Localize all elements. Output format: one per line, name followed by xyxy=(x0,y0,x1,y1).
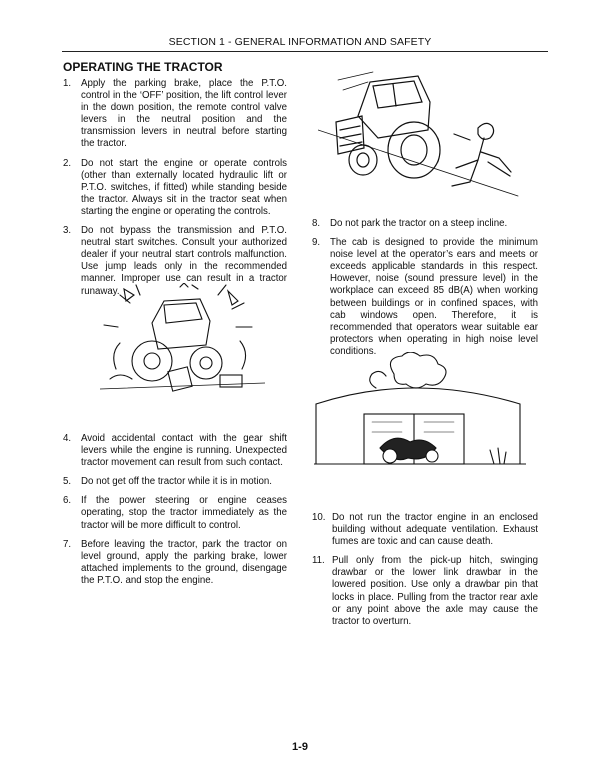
item-text: Do not get off the tractor while it is in motion. xyxy=(81,476,272,488)
item-text: Do not start the engine or operate controls (other than externally located hydraulic lift or P.T.O. switches, if fitted) while standing beside the tractor. Always sit in the tractor seat when starting the engine or operating the controls. xyxy=(81,157,287,217)
list-item xyxy=(312,555,538,628)
tractor-runaway-illustration xyxy=(318,68,540,203)
item-number: 11. xyxy=(312,555,325,567)
item-text: Do not run the tractor engine in an enclosed building without adequate ventilation. Exhaust fumes are toxic and can cause death. xyxy=(332,512,538,548)
list-item xyxy=(312,237,538,358)
list-item xyxy=(63,539,287,587)
item-number: 7. xyxy=(63,538,72,550)
item-text: Do not park the tractor on a steep incline. xyxy=(330,218,508,229)
item-number: 1. xyxy=(63,78,72,89)
enclosed-building-illustration xyxy=(314,352,526,472)
item-text: The cab is designed to provide the minimum noise level at the operator’s ears and meets or exceeds applicable standards in this respect. However, noise (sound pressure level) in the workplace can exceed 85 dB(A) when working between buildings or in confined spaces, with cab windows open. Therefore, it is recommended that operators wear suitable ear protectors when operating in high noise level conditions. xyxy=(330,237,538,357)
list-item xyxy=(312,218,538,230)
item-number: 6. xyxy=(63,495,72,507)
item-number: 9. xyxy=(312,237,321,249)
tractor-crash-illustration xyxy=(100,283,265,403)
item-number: 5. xyxy=(63,476,72,488)
right-column-bottom xyxy=(312,512,538,635)
item-number: 8. xyxy=(312,218,321,229)
item-text: Avoid accidental contact with the gear shift levers while the engine is running. Unexpected tractor movement can result from such contact. xyxy=(81,433,287,469)
left-column-top xyxy=(63,78,287,305)
item-number: 4. xyxy=(63,433,72,444)
list-item xyxy=(63,78,287,151)
list-item xyxy=(63,433,287,469)
item-text: If the power steering or engine ceases operating, stop the tractor immediately as the tractor will be more difficult to control. xyxy=(81,495,287,531)
item-number: 10. xyxy=(312,512,326,523)
section-title: OPERATING THE TRACTOR xyxy=(63,60,223,74)
item-text: Pull only from the pick-up hitch, swinging drawbar or the lower link drawbar in the lowered position. Use only a drawbar pin that locks in place. Pulling from the tractor rear axle or any point above the axle may cause the tractor to overturn. xyxy=(332,555,538,627)
item-number: 2. xyxy=(63,157,72,169)
page-number: 1-9 xyxy=(292,741,308,753)
left-column-bottom xyxy=(63,433,287,594)
section-header: SECTION 1 - GENERAL INFORMATION AND SAFETY xyxy=(168,36,432,48)
item-number: 3. xyxy=(63,225,72,237)
list-item xyxy=(63,158,287,218)
list-item xyxy=(63,495,287,531)
item-text: Do not bypass the transmission and P.T.O. neutral start switches. Consult your authorized dealer if your neutral start controls malfunction. Use jump leads only in the recommended manner. Improper use can result in a tractor runaway. xyxy=(81,225,287,297)
header-rule xyxy=(62,51,548,52)
item-text: Before leaving the tractor, park the tractor on level ground, apply the parking brake, lower attached implements to the ground, disengage the P.T.O. and stop the engine. xyxy=(81,538,287,586)
item-text: Apply the parking brake, place the P.T.O. control in the ‘OFF’ position, the lift control lever in the down position, the remote control valve levers in the neutral position and the transmission levers in neutral before starting the tractor. xyxy=(81,78,287,150)
list-item xyxy=(312,512,538,548)
list-item xyxy=(63,476,287,488)
right-column-top xyxy=(312,218,538,365)
